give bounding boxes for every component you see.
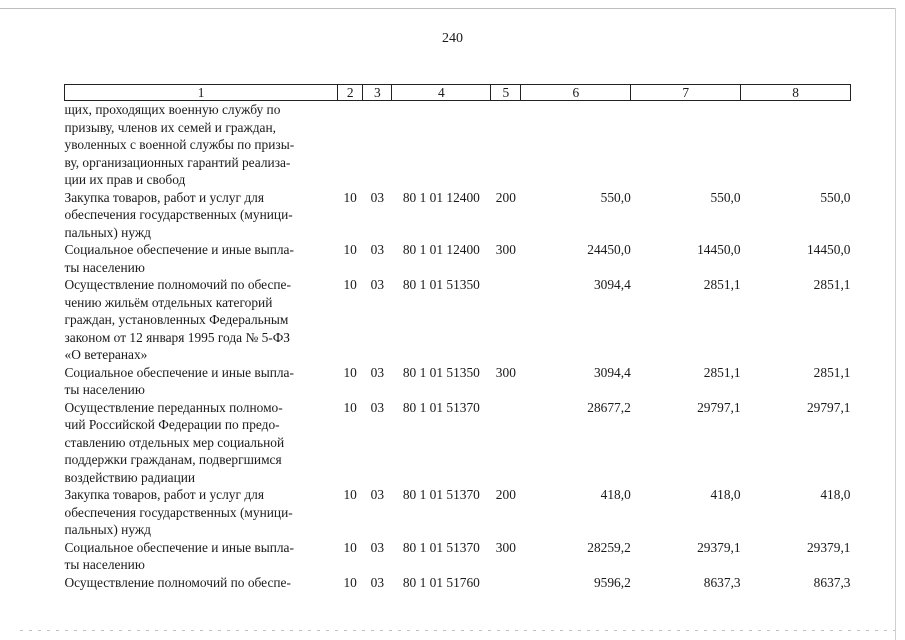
row-description	[65, 539, 338, 574]
amount-col-7: 29379,1	[697, 539, 741, 555]
amount-col-6: 9596,2	[593, 574, 631, 590]
section-code: 10	[343, 539, 357, 555]
description-line: ции их прав и свобод	[64, 172, 186, 187]
subsection-code	[363, 101, 392, 189]
subsection-code: 03	[370, 189, 385, 205]
expense-type-code: 200	[495, 487, 516, 502]
target-article-code: 80 1 01 51350	[402, 277, 480, 292]
amount-col-7: 8637,3	[703, 574, 741, 590]
table-row	[65, 241, 851, 276]
table-row	[65, 486, 851, 539]
amount-col-8	[741, 101, 851, 189]
table-row	[65, 276, 851, 364]
description-line: Социальное обеспечение и иные выпла-	[64, 539, 294, 555]
subsection-code: 03	[370, 277, 385, 292]
expense-type-code: 300	[495, 364, 516, 380]
target-article-code: 80 1 01 51760	[402, 574, 480, 590]
subsection-code: 03	[370, 487, 385, 502]
amount-col-7: 14450,0	[697, 242, 741, 257]
row-description	[65, 241, 338, 276]
section-code: 10	[343, 487, 357, 502]
target-article-code: 80 1 01 51370	[402, 399, 480, 415]
page-number: 240	[442, 31, 463, 46]
row-description	[65, 574, 338, 592]
description-line: обеспечения государственных (муници-	[64, 207, 293, 222]
target-article-code	[392, 101, 491, 189]
description-line: обеспечения государственных (муници-	[64, 504, 293, 520]
amount-col-7: 550,0	[710, 189, 741, 205]
table-row	[65, 101, 851, 189]
description-line: ву, организационных гарантий реализа-	[64, 154, 291, 170]
amount-col-8: 8637,3	[813, 574, 851, 590]
subsection-code: 03	[370, 574, 385, 590]
amount-col-6: 418,0	[600, 487, 631, 502]
amount-col-7: 2851,1	[703, 277, 741, 292]
description-line: Социальное обеспечение и иные выпла-	[64, 364, 294, 380]
description-line: Закупка товаров, работ и услуг для	[64, 487, 264, 502]
header-col-2: 2	[338, 85, 363, 101]
header-col-6: 6	[521, 85, 631, 101]
row-description	[65, 364, 338, 399]
amount-col-6: 3094,4	[593, 364, 631, 380]
amount-col-6: 28677,2	[587, 399, 631, 415]
description-line: Осуществление полномочий по обеспе-	[64, 574, 291, 590]
amount-col-8: 29379,1	[806, 539, 851, 555]
target-article-code: 80 1 01 51370	[402, 487, 480, 502]
description-line: «О ветеранах»	[64, 347, 148, 362]
subsection-code: 03	[370, 242, 385, 257]
table-row	[65, 539, 851, 574]
header-col-1: 1	[65, 85, 338, 101]
table-row	[65, 574, 851, 592]
subsection-code: 03	[370, 399, 385, 415]
table-row	[65, 189, 851, 242]
header-col-5: 5	[491, 85, 521, 101]
expense-type-code: 200	[495, 189, 516, 205]
row-description	[65, 189, 338, 242]
amount-col-6: 550,0	[600, 189, 631, 205]
row-description	[65, 101, 338, 189]
scan-edge-bottom	[20, 630, 895, 631]
target-article-code: 80 1 01 12400	[402, 242, 480, 257]
section-code: 10	[343, 574, 357, 590]
header-col-8: 8	[741, 85, 851, 101]
section-code: 10	[343, 277, 357, 292]
amount-col-6: 3094,4	[593, 277, 631, 292]
expense-type-code: 300	[495, 539, 516, 555]
description-line: Осуществление полномочий по обеспе-	[64, 277, 291, 292]
amount-col-8: 2851,1	[813, 277, 851, 292]
header-col-4: 4	[392, 85, 491, 101]
amount-col-8: 29797,1	[806, 399, 851, 415]
description-line: чению жильём отдельных категорий	[64, 294, 273, 310]
amount-col-6: 24450,0	[587, 242, 631, 257]
target-article-code: 80 1 01 51350	[402, 364, 480, 380]
expense-type-code	[491, 399, 521, 487]
row-description	[65, 399, 338, 487]
amount-col-8: 14450,0	[806, 242, 851, 257]
description-line: Закупка товаров, работ и услуг для	[64, 189, 264, 205]
description-line: ты населению	[64, 557, 145, 572]
row-description	[65, 486, 338, 539]
description-line: поддержки гражданам, подвергшимся	[64, 452, 282, 467]
amount-col-7: 418,0	[710, 487, 741, 502]
table-header-row	[65, 85, 851, 101]
description-line: Осуществление переданных полномо-	[64, 399, 283, 415]
description-line: граждан, установленных Федеральным	[64, 312, 289, 327]
amount-col-6: 28259,2	[587, 539, 631, 555]
section-code: 10	[343, 399, 357, 415]
header-col-7: 7	[631, 85, 741, 101]
target-article-code: 80 1 01 51370	[402, 539, 480, 555]
description-line: чий Российской Федерации по предо-	[64, 417, 280, 432]
row-description	[65, 276, 338, 364]
description-line: ты населению	[64, 259, 145, 275]
description-line: щих, проходящих военную службу по	[64, 102, 281, 117]
table-body	[65, 101, 851, 592]
amount-col-7: 2851,1	[703, 364, 741, 380]
scan-edge-top	[0, 8, 895, 9]
section-code: 10	[343, 189, 357, 205]
amount-col-7	[631, 101, 741, 189]
description-line: Социальное обеспечение и иные выпла-	[64, 242, 294, 257]
description-line: законом от 12 января 1995 года № 5-ФЗ	[64, 329, 291, 345]
scan-edge-right	[895, 8, 896, 640]
amount-col-8: 418,0	[820, 487, 851, 502]
table-row	[65, 399, 851, 487]
amount-col-8: 550,0	[820, 189, 851, 205]
expense-type-code	[491, 276, 521, 364]
expense-type-code: 300	[495, 242, 516, 257]
target-article-code: 80 1 01 12400	[402, 189, 480, 205]
description-line: призыву, членов их семей и граждан,	[64, 119, 276, 135]
expense-type-code	[491, 574, 521, 592]
section-code	[338, 101, 363, 189]
amount-col-6	[521, 101, 631, 189]
description-line: ты населению	[64, 382, 145, 397]
section-code: 10	[343, 364, 357, 380]
subsection-code: 03	[370, 539, 385, 555]
header-col-3: 3	[363, 85, 392, 101]
section-code: 10	[343, 242, 357, 257]
expense-type-code	[491, 101, 521, 189]
description-line: уволенных с военной службы по призы-	[64, 137, 295, 152]
amount-col-7: 29797,1	[697, 399, 741, 415]
description-line: воздействию радиации	[64, 469, 196, 485]
amount-col-8: 2851,1	[813, 364, 851, 380]
description-line: пальных) нужд	[64, 522, 151, 537]
description-line: ставлению отдельных мер социальной	[64, 434, 285, 450]
budget-table	[64, 84, 851, 591]
subsection-code: 03	[370, 364, 385, 380]
description-line: пальных) нужд	[64, 224, 151, 240]
table-row	[65, 364, 851, 399]
